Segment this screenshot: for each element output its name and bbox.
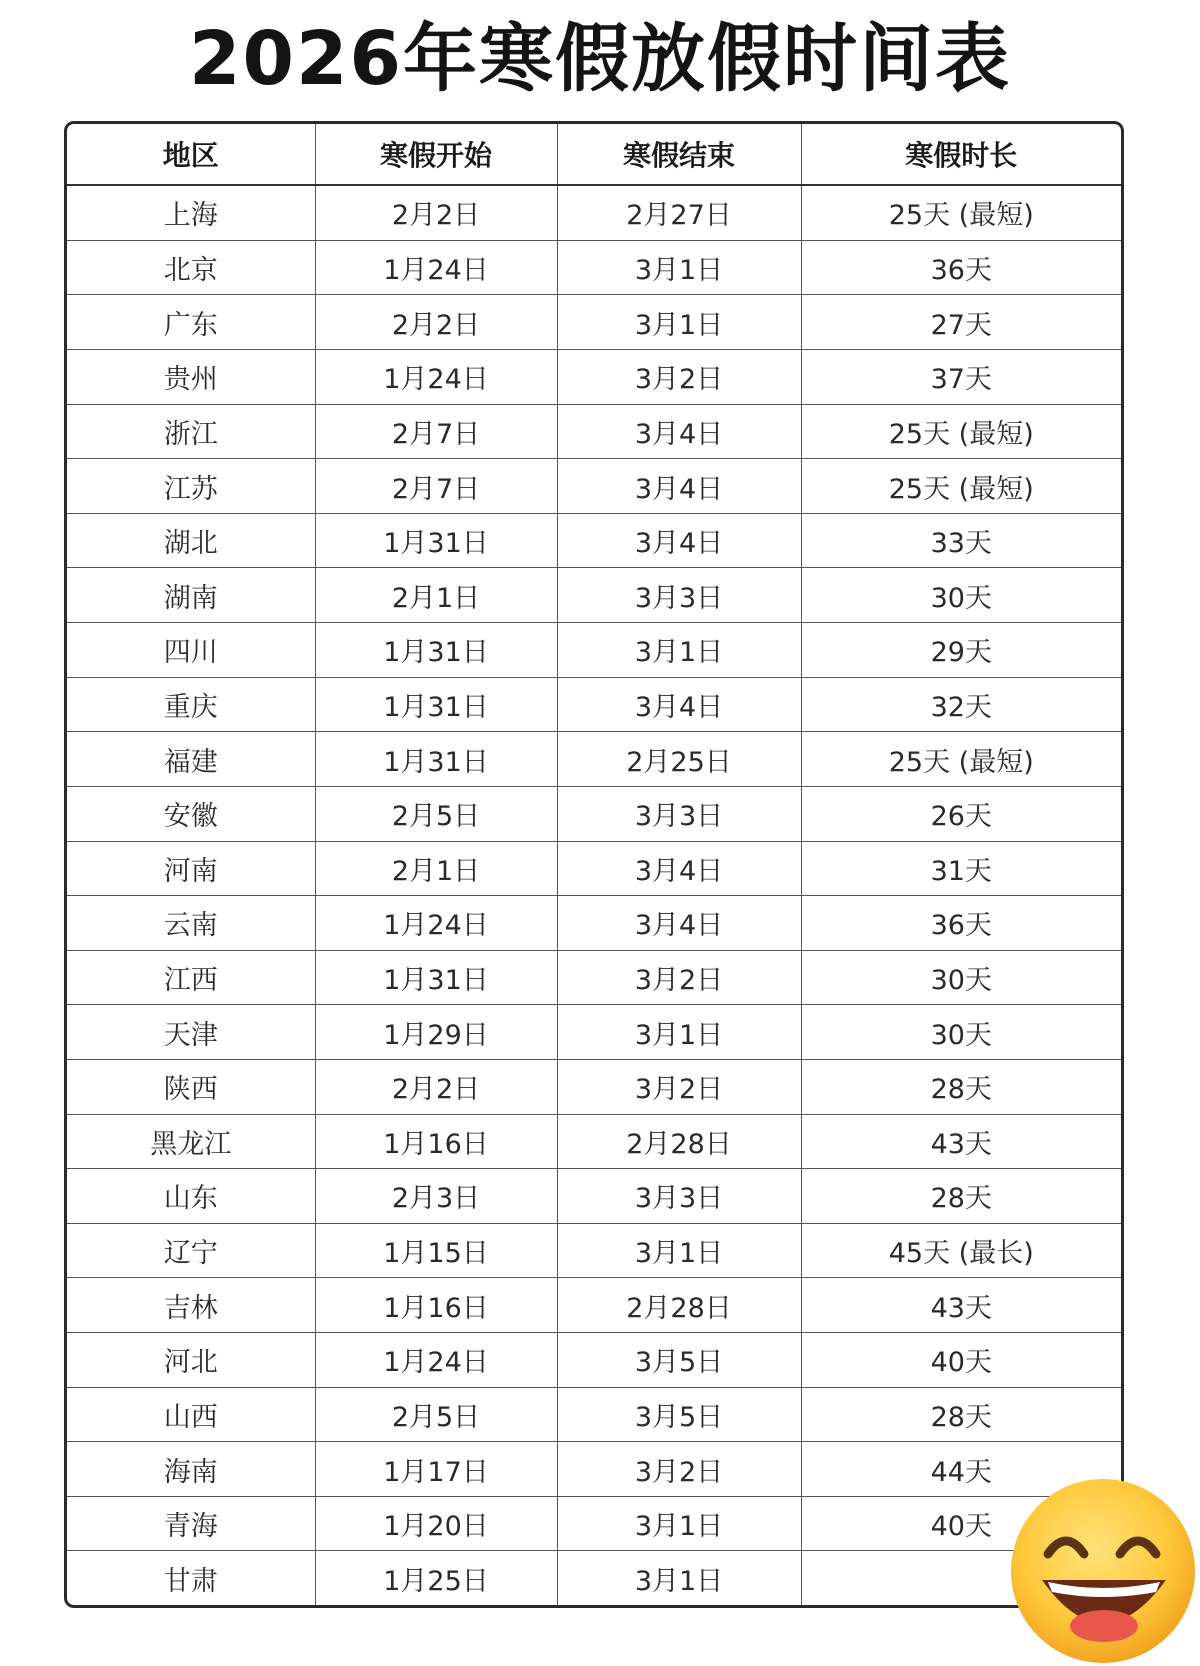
- cell-end: 3月3日: [557, 1169, 801, 1224]
- table-row: [67, 350, 1121, 405]
- table-row: [67, 1278, 1121, 1333]
- cell-region: 吉林: [67, 1278, 315, 1333]
- cell-start: 1月17日: [315, 1442, 557, 1497]
- table-row: [67, 568, 1121, 623]
- cell-region: 青海: [67, 1496, 315, 1551]
- cell-duration: 26天: [801, 786, 1121, 841]
- cell-region: 河北: [67, 1332, 315, 1387]
- cell-region: 北京: [67, 240, 315, 295]
- cell-region: 安徽: [67, 786, 315, 841]
- cell-region: 广东: [67, 295, 315, 350]
- cell-duration: 30天: [801, 568, 1121, 623]
- cell-start: 2月1日: [315, 568, 557, 623]
- table-row: [67, 1387, 1121, 1442]
- table-row: [67, 1551, 1121, 1605]
- cell-duration: 30天: [801, 950, 1121, 1005]
- cell-end: 2月27日: [557, 185, 801, 240]
- cell-start: 2月1日: [315, 841, 557, 896]
- cell-region: 云南: [67, 896, 315, 951]
- cell-region: 黑龙江: [67, 1114, 315, 1169]
- cell-duration: 36天: [801, 240, 1121, 295]
- cell-region: 海南: [67, 1442, 315, 1497]
- cell-duration: 40天: [801, 1496, 1121, 1551]
- table-row: [67, 1332, 1121, 1387]
- cell-region: 甘肃: [67, 1551, 315, 1605]
- cell-end: 3月1日: [557, 623, 801, 678]
- cell-duration: 25天 (最短): [801, 185, 1121, 240]
- cell-start: 1月31日: [315, 513, 557, 568]
- table-body: [67, 185, 1121, 1605]
- table-row: [67, 1114, 1121, 1169]
- cell-region: 湖南: [67, 568, 315, 623]
- table-row: [67, 841, 1121, 896]
- cell-start: 1月16日: [315, 1114, 557, 1169]
- table-row: [67, 786, 1121, 841]
- cell-end: 3月4日: [557, 896, 801, 951]
- table-row: [67, 732, 1121, 787]
- cell-end: 3月1日: [557, 1496, 801, 1551]
- cell-start: 1月24日: [315, 350, 557, 405]
- cell-start: 1月31日: [315, 677, 557, 732]
- cell-duration: 45天 (最长): [801, 1223, 1121, 1278]
- cell-end: 3月1日: [557, 295, 801, 350]
- cell-duration: [801, 1551, 1121, 1605]
- table-row: [67, 1223, 1121, 1278]
- cell-start: 2月2日: [315, 1059, 557, 1114]
- cell-end: 3月4日: [557, 841, 801, 896]
- cell-end: 3月4日: [557, 404, 801, 459]
- cell-end: 3月4日: [557, 459, 801, 514]
- table-row: [67, 459, 1121, 514]
- cell-start: 1月24日: [315, 1332, 557, 1387]
- cell-region: 四川: [67, 623, 315, 678]
- header-duration: 寒假时长: [801, 124, 1121, 185]
- cell-start: 2月2日: [315, 185, 557, 240]
- cell-start: 1月20日: [315, 1496, 557, 1551]
- cell-end: 2月25日: [557, 732, 801, 787]
- cell-end: 3月3日: [557, 568, 801, 623]
- table-row: [67, 1169, 1121, 1224]
- cell-end: 3月1日: [557, 1551, 801, 1605]
- table-row: [67, 240, 1121, 295]
- cell-end: 3月3日: [557, 786, 801, 841]
- cell-region: 江苏: [67, 459, 315, 514]
- cell-region: 河南: [67, 841, 315, 896]
- cell-end: 3月5日: [557, 1332, 801, 1387]
- header-row: [67, 124, 1121, 185]
- table-row: [67, 1442, 1121, 1497]
- table-row: [67, 950, 1121, 1005]
- cell-region: 山东: [67, 1169, 315, 1224]
- cell-start: 1月29日: [315, 1005, 557, 1060]
- table-row: [67, 1496, 1121, 1551]
- cell-region: 重庆: [67, 677, 315, 732]
- cell-region: 天津: [67, 1005, 315, 1060]
- cell-duration: 36天: [801, 896, 1121, 951]
- cell-end: 3月5日: [557, 1387, 801, 1442]
- cell-start: 1月16日: [315, 1278, 557, 1333]
- cell-duration: 43天: [801, 1278, 1121, 1333]
- cell-region: 江西: [67, 950, 315, 1005]
- cell-start: 2月7日: [315, 404, 557, 459]
- cell-duration: 28天: [801, 1169, 1121, 1224]
- cell-start: 1月15日: [315, 1223, 557, 1278]
- cell-duration: 27天: [801, 295, 1121, 350]
- cell-start: 1月31日: [315, 623, 557, 678]
- cell-region: 贵州: [67, 350, 315, 405]
- table-header: [67, 124, 1121, 185]
- table-row: [67, 896, 1121, 951]
- cell-start: 2月7日: [315, 459, 557, 514]
- cell-region: 上海: [67, 185, 315, 240]
- header-end: 寒假结束: [557, 124, 801, 185]
- cell-start: 1月24日: [315, 240, 557, 295]
- cell-duration: 30天: [801, 1005, 1121, 1060]
- cell-start: 2月3日: [315, 1169, 557, 1224]
- cell-end: 3月2日: [557, 950, 801, 1005]
- cell-duration: 44天: [801, 1442, 1121, 1497]
- cell-start: 1月31日: [315, 950, 557, 1005]
- holiday-table-container: [64, 121, 1124, 1608]
- header-start: 寒假开始: [315, 124, 557, 185]
- cell-start: 2月2日: [315, 295, 557, 350]
- cell-end: 2月28日: [557, 1278, 801, 1333]
- cell-end: 3月1日: [557, 1223, 801, 1278]
- cell-duration: 40天: [801, 1332, 1121, 1387]
- page-title: 2026年寒假放假时间表: [189, 16, 1011, 102]
- table-row: [67, 185, 1121, 240]
- header-region: 地区: [67, 124, 315, 185]
- cell-start: 1月24日: [315, 896, 557, 951]
- cell-region: 辽宁: [67, 1223, 315, 1278]
- cell-duration: 29天: [801, 623, 1121, 678]
- cell-duration: 25天 (最短): [801, 732, 1121, 787]
- table-row: [67, 295, 1121, 350]
- cell-start: 1月25日: [315, 1551, 557, 1605]
- cell-duration: 43天: [801, 1114, 1121, 1169]
- cell-duration: 37天: [801, 350, 1121, 405]
- cell-end: 2月28日: [557, 1114, 801, 1169]
- table-row: [67, 1005, 1121, 1060]
- table-row: [67, 1059, 1121, 1114]
- holiday-table: [67, 124, 1121, 1605]
- cell-start: 2月5日: [315, 1387, 557, 1442]
- cell-start: 1月31日: [315, 732, 557, 787]
- table-row: [67, 623, 1121, 678]
- cell-region: 陕西: [67, 1059, 315, 1114]
- cell-end: 3月2日: [557, 350, 801, 405]
- cell-end: 3月1日: [557, 1005, 801, 1060]
- cell-region: 福建: [67, 732, 315, 787]
- cell-duration: 32天: [801, 677, 1121, 732]
- cell-duration: 25天 (最短): [801, 404, 1121, 459]
- cell-end: 3月2日: [557, 1059, 801, 1114]
- table-row: [67, 404, 1121, 459]
- cell-end: 3月2日: [557, 1442, 801, 1497]
- cell-region: 湖北: [67, 513, 315, 568]
- cell-end: 3月1日: [557, 240, 801, 295]
- cell-end: 3月4日: [557, 513, 801, 568]
- cell-end: 3月4日: [557, 677, 801, 732]
- cell-region: 山西: [67, 1387, 315, 1442]
- table-row: [67, 513, 1121, 568]
- cell-duration: 28天: [801, 1059, 1121, 1114]
- cell-duration: 25天 (最短): [801, 459, 1121, 514]
- cell-duration: 31天: [801, 841, 1121, 896]
- cell-start: 2月5日: [315, 786, 557, 841]
- cell-duration: 28天: [801, 1387, 1121, 1442]
- cell-duration: 33天: [801, 513, 1121, 568]
- table-row: [67, 677, 1121, 732]
- cell-region: 浙江: [67, 404, 315, 459]
